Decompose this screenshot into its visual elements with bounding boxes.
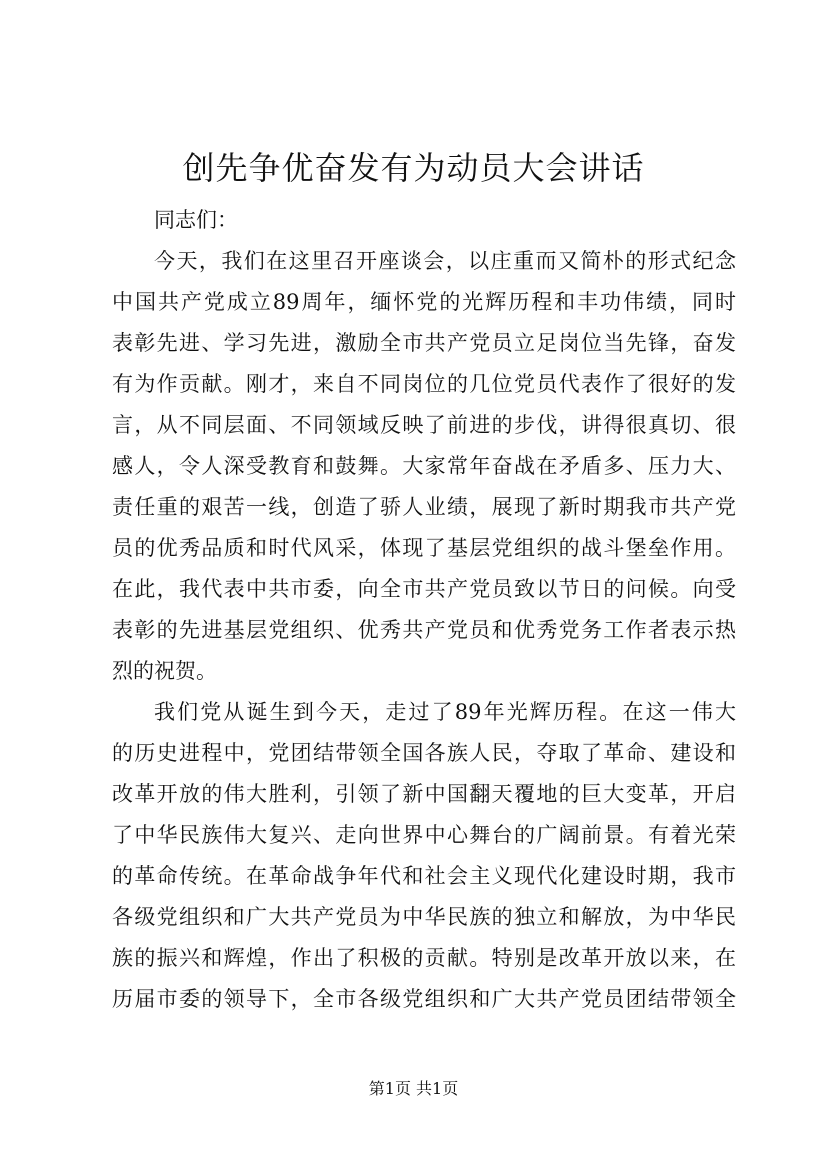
- text-line: 今天，我们在这里召开座谈会，以庄重而又简朴的形式纪念: [154, 249, 736, 273]
- document-body: [112, 200, 736, 1020]
- salutation: 同志们：: [154, 208, 238, 232]
- text-line: 了中华民族伟大复兴、走向世界中心舞台的广阔前景。有着光荣: [112, 823, 736, 847]
- paragraph-2: [112, 692, 736, 1020]
- text-line: 在此，我代表中共市委，向全市共产党员致以节日的问候。向受: [112, 577, 736, 601]
- text-line: 的革命传统。在革命战争年代和社会主义现代化建设时期，我市: [112, 864, 736, 888]
- page-footer: 第1页 共1页: [368, 1079, 459, 1098]
- text-line: 的历史进程中，党团结带领全国各族人民，夺取了革命、建设和: [112, 741, 736, 765]
- text-line: 有为作贡献。刚才，来自不同岗位的几位党员代表作了很好的发: [112, 372, 736, 396]
- text-line: 感人，令人深受教育和鼓舞。大家常年奋战在矛盾多、压力大、: [112, 454, 736, 478]
- document-title: 创先争优奋发有为动员大会讲话: [182, 149, 645, 187]
- text-line: 中国共产党成立89周年，缅怀党的光辉历程和丰功伟绩，同时: [112, 290, 736, 314]
- text-line: 表彰先进、学习先进，激励全市共产党员立足岗位当先锋，奋发: [112, 331, 736, 355]
- text-line: 表彰的先进基层党组织、优秀共产党员和优秀党务工作者表示热: [112, 618, 736, 642]
- text-line: 我们党从诞生到今天，走过了89年光辉历程。在这一伟大: [154, 700, 736, 724]
- text-line: 责任重的艰苦一线，创造了骄人业绩，展现了新时期我市共产党: [112, 495, 736, 519]
- text-line: 改革开放的伟大胜利，引领了新中国翻天覆地的巨大变革，开启: [112, 782, 736, 806]
- text-line: 言，从不同层面、不同领域反映了前进的步伐，讲得很真切、很: [112, 413, 736, 437]
- salutation-paragraph: [112, 200, 736, 241]
- text-line: 各级党组织和广大共产党员为中华民族的独立和解放，为中华民: [112, 905, 736, 929]
- paragraph-1: [112, 241, 736, 692]
- text-line: 烈的祝贺。: [112, 659, 217, 683]
- text-line: 员的优秀品质和时代风采，体现了基层党组织的战斗堡垒作用。: [112, 536, 736, 560]
- text-line: 历届市委的领导下，全市各级党组织和广大共产党员团结带领全: [112, 987, 736, 1011]
- text-line: 族的振兴和辉煌，作出了积极的贡献。特别是改革开放以来，在: [112, 946, 736, 970]
